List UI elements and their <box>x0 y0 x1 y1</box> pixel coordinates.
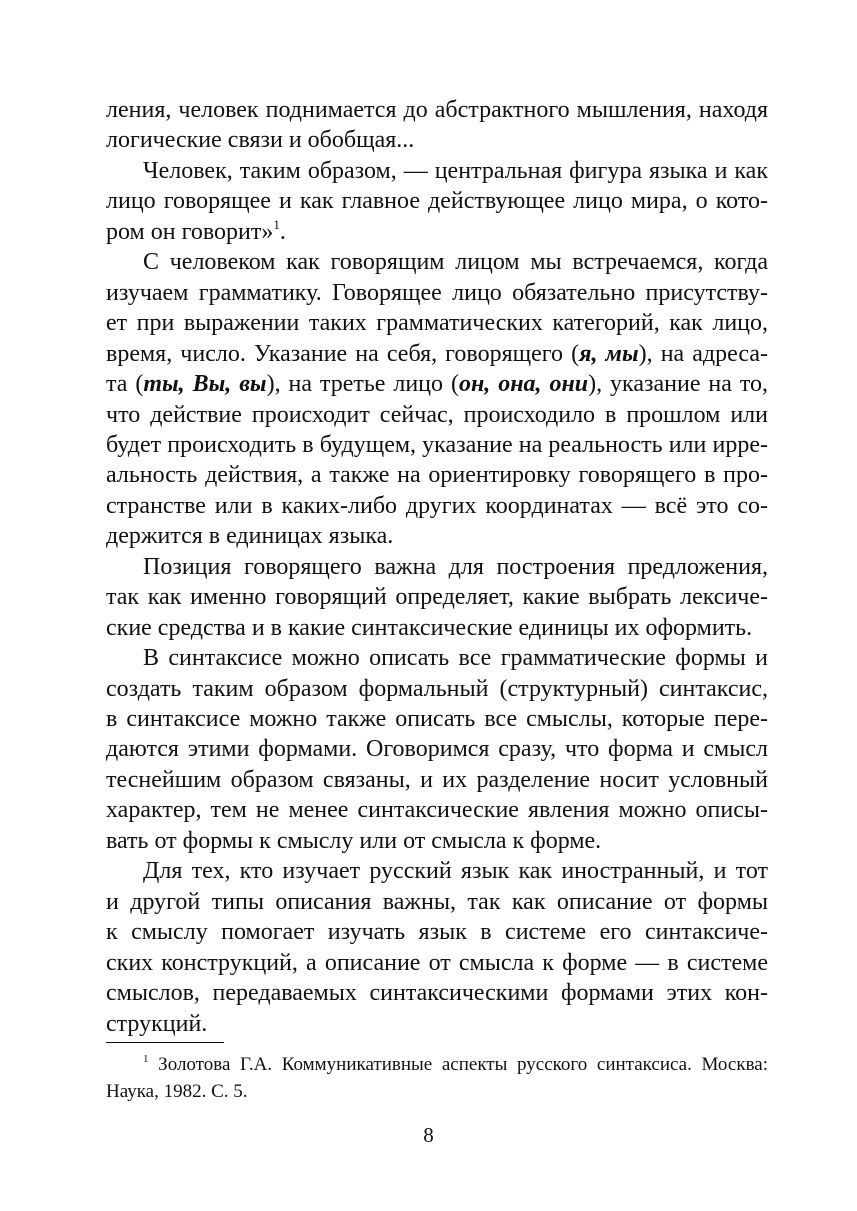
text-line <box>106 491 768 521</box>
text-line <box>106 917 768 947</box>
text-line <box>106 582 768 612</box>
text-span: ), указание на то, <box>588 371 768 397</box>
text-line <box>106 339 768 369</box>
text-span: ских конструкций, а описание от смысла к форме — в системе <box>106 950 768 976</box>
text-span: вать от формы к смыслу или от смысла к форме. <box>106 828 602 854</box>
text-line <box>106 795 768 825</box>
text-span: ет при выражении таких грамматических категорий, как лицо, <box>106 310 768 336</box>
text-span: время, число. Указание на себя, говорящего ( <box>106 341 580 367</box>
text-span: странстве или в каких-либо других координатах — всё это со- <box>106 493 768 519</box>
text-span: создать таким образом формальный (структурный) синтаксис, <box>106 676 768 702</box>
text-line <box>106 1009 768 1039</box>
text-span: изучаем грамматику. Говорящее лицо обязательно присутству- <box>106 280 768 306</box>
text-line <box>106 704 768 734</box>
text-span: Человек, таким образом, — центральная фигура языка и как <box>143 158 768 184</box>
text-span: струкций. <box>106 1011 208 1037</box>
text-span: что действие происходит сейчас, происходило в прошлом или <box>106 402 768 428</box>
text-line <box>106 95 768 125</box>
text-line <box>106 734 768 764</box>
text-span: будет происходить в будущем, указание на реальность или ирре- <box>106 432 768 458</box>
text-line <box>143 156 768 186</box>
text-span: смыслов, передаваемых синтаксическими формами этих кон- <box>106 980 768 1006</box>
text-span: так как именно говорящий определяет, какие выбрать лексиче- <box>106 584 768 610</box>
text-line <box>106 186 768 216</box>
text-line <box>106 308 768 338</box>
footnote-line <box>143 1052 768 1078</box>
text-line <box>106 521 768 551</box>
footnote-text: Наука, 1982. С. 5. <box>106 1081 248 1102</box>
text-line <box>143 247 768 277</box>
text-span: ские средства и в какие синтаксические единицы их оформить. <box>106 615 753 641</box>
text-line <box>106 217 768 247</box>
footnote-line <box>106 1079 768 1105</box>
text-span: держится в единицах языка. <box>106 523 394 549</box>
text-span: . <box>279 219 286 245</box>
footnote-reference: 1 <box>273 217 280 232</box>
text-line <box>106 978 768 1008</box>
emphasized-text: он, она, они <box>458 371 589 397</box>
text-span: Для тех, кто изучает русский язык как иностранный, и тот <box>143 858 768 884</box>
text-line <box>106 674 768 704</box>
text-span: даются этими формами. Оговоримся сразу, что форма и смысл <box>106 736 768 762</box>
text-line <box>106 125 768 155</box>
text-line <box>106 887 768 917</box>
text-span: та ( <box>106 371 144 397</box>
text-span: альность действия, а также на ориентировку говорящего в про- <box>106 462 768 488</box>
text-span: логические связи и обобщая... <box>106 127 415 153</box>
text-span: В синтаксисе можно описать все грамматические формы и <box>143 645 768 671</box>
text-span: в синтаксисе можно также описать все смыслы, которые пере- <box>106 706 768 732</box>
text-line <box>106 278 768 308</box>
text-span: лицо говорящее и как главное действующее лицо мира, о кото- <box>106 188 768 214</box>
text-line <box>143 643 768 673</box>
footnote-text: Золотова Г.А. Коммуникативные аспекты русского синтаксиса. Москва: <box>158 1054 768 1075</box>
text-span: характер, тем не менее синтаксические явления можно описы- <box>106 797 768 823</box>
text-span: ), на третье лицо ( <box>266 371 459 397</box>
text-line <box>143 856 768 886</box>
text-line <box>106 430 768 460</box>
emphasized-text: я, мы <box>579 341 639 367</box>
text-span: С человеком как говорящим лицом мы встречаемся, когда <box>143 249 768 275</box>
page-number: 8 <box>423 1123 434 1147</box>
text-line <box>106 826 768 856</box>
text-line <box>143 552 768 582</box>
text-line <box>106 948 768 978</box>
text-line <box>106 765 768 795</box>
footnote-separator <box>106 1042 224 1043</box>
text-span: ром он говорит» <box>106 219 274 245</box>
text-span: теснейшим образом связаны, и их разделение носит условный <box>106 767 768 793</box>
text-span: и другой типы описания важны, так как описание от формы <box>106 889 768 915</box>
text-span: ления, человек поднимается до абстрактного мышления, находя <box>106 97 768 123</box>
text-line <box>106 460 768 490</box>
text-line <box>106 400 768 430</box>
text-line <box>106 369 768 399</box>
emphasized-text: ты, Вы, вы <box>143 371 267 397</box>
text-span: к смыслу помогает изучать язык в системе его синтаксиче- <box>106 919 768 945</box>
text-span: Позиция говорящего важна для построения предложения, <box>143 554 768 580</box>
text-line <box>106 613 768 643</box>
text-span: ), на адреса- <box>638 341 768 367</box>
footnote-marker: 1 <box>143 1053 149 1065</box>
